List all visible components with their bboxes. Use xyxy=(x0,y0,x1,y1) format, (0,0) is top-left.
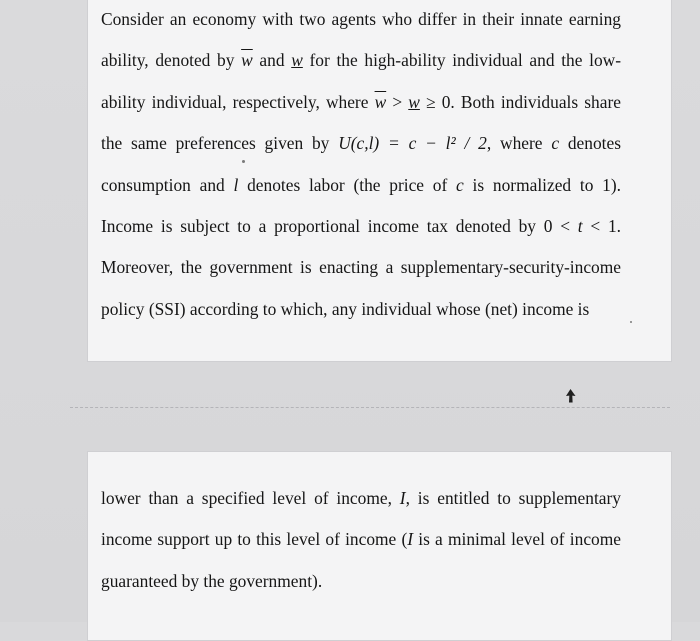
math-t: t xyxy=(577,216,583,237)
problem-paragraph-top xyxy=(101,0,621,330)
text-run: lower than a specified level of income, xyxy=(101,488,400,508)
text-run: Consider an economy with two agents who differ in their innate earning ability, denoted by xyxy=(101,9,621,71)
problem-paragraph-bottom xyxy=(101,478,621,602)
section-divider xyxy=(70,407,670,408)
text-run: , is entitled to supplementary income support up to this level of income ( xyxy=(101,488,622,550)
math-I: I xyxy=(399,488,406,508)
math-w-high: $\overline{w}$ xyxy=(374,91,387,112)
math-w-low: w xyxy=(408,91,420,112)
math-l: l xyxy=(233,174,239,195)
text-run: < 1. Moreover, the government is enacting a supplementary-security-income policy (SSI) according to which, any individual whose (net) income is xyxy=(101,216,621,319)
text-run: denotes labor (the price of xyxy=(238,174,457,195)
mouse-cursor-icon xyxy=(566,389,576,403)
text-run: for the high-ability individual and the low-ability individual, respectively, where xyxy=(101,50,621,112)
math-utility-function: U(c,l) = c − l² / 2 xyxy=(338,133,487,154)
text-run: denotes consumption and xyxy=(101,133,621,195)
text-run: and xyxy=(252,50,292,71)
math-c: c xyxy=(456,174,464,195)
text-run: , where xyxy=(486,133,552,154)
math-c: c xyxy=(551,133,560,154)
math-w-high: $\overline{w}$ xyxy=(241,50,253,71)
dust-speck xyxy=(630,321,632,323)
text-run: is a minimal level of income guaranteed by the government). xyxy=(101,529,621,591)
text-run: ≥ 0. Both individuals share the same preferences given by xyxy=(101,91,621,154)
text-run: > xyxy=(386,91,409,112)
text-run: is normalized to 1). Income is subject to a proportional income tax denoted by 0 < xyxy=(101,174,621,237)
dust-speck xyxy=(242,160,245,163)
math-w-low: w xyxy=(291,50,303,71)
math-I: I xyxy=(407,529,414,550)
